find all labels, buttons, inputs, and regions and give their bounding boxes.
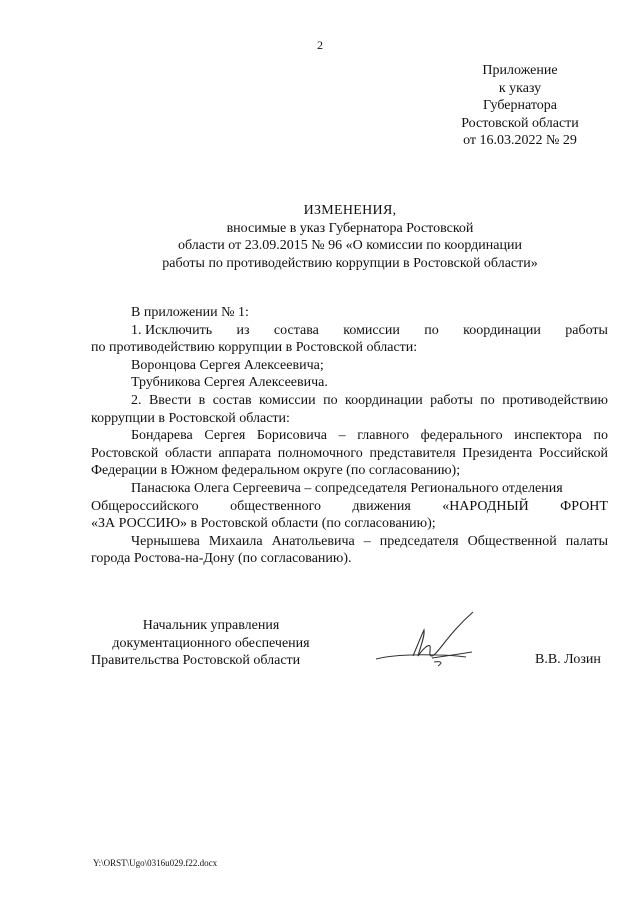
title-heading: ИЗМЕНЕНИЯ,	[303, 203, 397, 218]
body-intro: В приложении № 1:	[131, 305, 249, 320]
title-line: работы по противодействию коррупции в Ростовской области»	[162, 255, 538, 271]
signatory-title-line: Правительства Ростовской области	[91, 653, 301, 669]
document-body	[91, 304, 608, 568]
handwritten-signature	[368, 604, 488, 684]
appendix-line: Приложение	[482, 63, 558, 78]
item1-word: 1. Исключить	[131, 322, 213, 338]
signatory-title	[91, 617, 331, 670]
item1-word: по	[424, 322, 439, 338]
page-number: 2	[317, 38, 323, 52]
added-member: Чернышева Михаила Анатольевича – председателя Общественной палаты города Ростова-на-Дону (по согласованию).	[91, 533, 608, 567]
appendix-line: к указу	[498, 80, 542, 96]
removed-member: Трубникова Сергея Алексеевича.	[131, 375, 328, 391]
added-member-line: Панасюка Олега Сергеевича – сопредседателя Регионального отделения	[131, 480, 563, 496]
file-path: Y:\ORST\Ugo\0316u029.f22.docx	[93, 858, 218, 868]
signatory-title-line: Начальник управления	[142, 618, 280, 633]
appendix-line: Губернатора	[482, 98, 558, 114]
member2-word: «НАРОДНЫЙ	[442, 498, 529, 514]
member2-word: движения	[352, 498, 411, 514]
title-line: вносимые в указ Губернатора Ростовской	[226, 220, 474, 236]
document-title	[60, 202, 640, 272]
appendix-line: от 16.03.2022 № 29	[463, 133, 577, 149]
member2-word: ФРОНТ	[560, 498, 608, 514]
item1-word: комиссии	[343, 322, 400, 338]
item1-continuation: по противодействию коррупции в Ростовской области:	[91, 340, 418, 356]
item1-word: координации	[463, 322, 541, 338]
member2-middle-line	[91, 498, 608, 516]
appendix-line: Ростовской области	[461, 115, 579, 131]
appendix-header	[430, 62, 610, 150]
item1-word: работы	[565, 322, 608, 338]
signatory-title-line: документационного обеспечения	[112, 635, 310, 651]
item2-paragraph: 2. Ввести в состав комиссии по координации работы по противодействию коррупции в Ростовской области:	[91, 392, 608, 426]
added-member: Бондарева Сергея Борисовича – главного федерального инспектора по Ростовской области аппарата полномочного представителя Президента Российской Федерации в Южном федеральном округе (по согласованию);	[91, 428, 608, 479]
added-member-end: «ЗА РОССИЮ» в Ростовской области (по согласованию);	[91, 516, 436, 532]
item1-word: состава	[273, 322, 319, 338]
removed-member: Воронцова Сергея Алексеевича;	[131, 357, 324, 373]
title-line: области от 23.09.2015 № 96 «О комиссии по координации	[178, 238, 522, 254]
signatory-name: В.В. Лозин	[535, 652, 601, 667]
item1-first-line	[131, 322, 608, 340]
item1-word: из	[236, 322, 250, 338]
member2-word: Общероссийского	[91, 498, 199, 514]
member2-word: общественного	[230, 498, 322, 514]
